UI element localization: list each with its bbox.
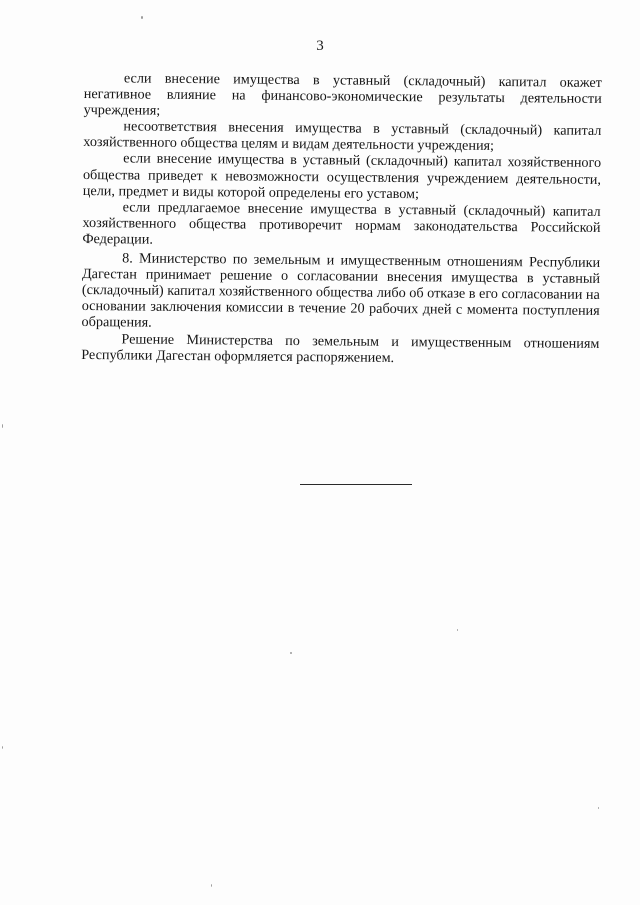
paragraph-decision-order: Решение Министерства по земельным и имущественным отношениям Республики Дагестан оформляется распоряжением.	[81, 330, 600, 366]
scan-speck	[2, 746, 3, 749]
paragraph-impossibility: если внесение имущества в уставный (складочный) капитал хозяйственного общества приведет к невозможности осуществления учреждением деятельности, цели, предмет и виды которой определены его уставом;	[82, 150, 602, 202]
closing-separator-line	[300, 484, 412, 485]
scan-speck	[211, 884, 212, 887]
scan-speck	[290, 652, 292, 654]
scan-speck	[141, 16, 143, 19]
document-body	[81, 70, 602, 368]
scan-speck	[457, 629, 458, 631]
paragraph-negative-impact: если внесение имущества в уставный (складочный) капитал окажет негативное влияние на финансово-экономические результаты деятельности учреждения;	[83, 70, 602, 119]
page-number: 3	[316, 38, 324, 54]
paragraph-contradiction: если предлагаемое внесение имущества в уставный (складочный) капитал хозяйственного общества противоречит нормам законодательства Российской Федерации.	[82, 199, 601, 248]
scan-speck	[2, 424, 3, 428]
scan-speck	[598, 807, 599, 809]
paragraph-nonconformity: несоответствия внесения имущества в уставный (складочный) капитал хозяйственного общества целям и видам деятельности учреждения;	[83, 118, 602, 155]
paragraph-item-8: 8. Министерство по земельным и имущественным отношениям Республики Дагестан принимает решение о согласовании внесения имущества в уставный (складочный) капитал хозяйственного общества либо об отказе в его согласовании на основании заключения комиссии в течение 20 рабочих дней с момента поступления обращения.	[81, 250, 601, 332]
